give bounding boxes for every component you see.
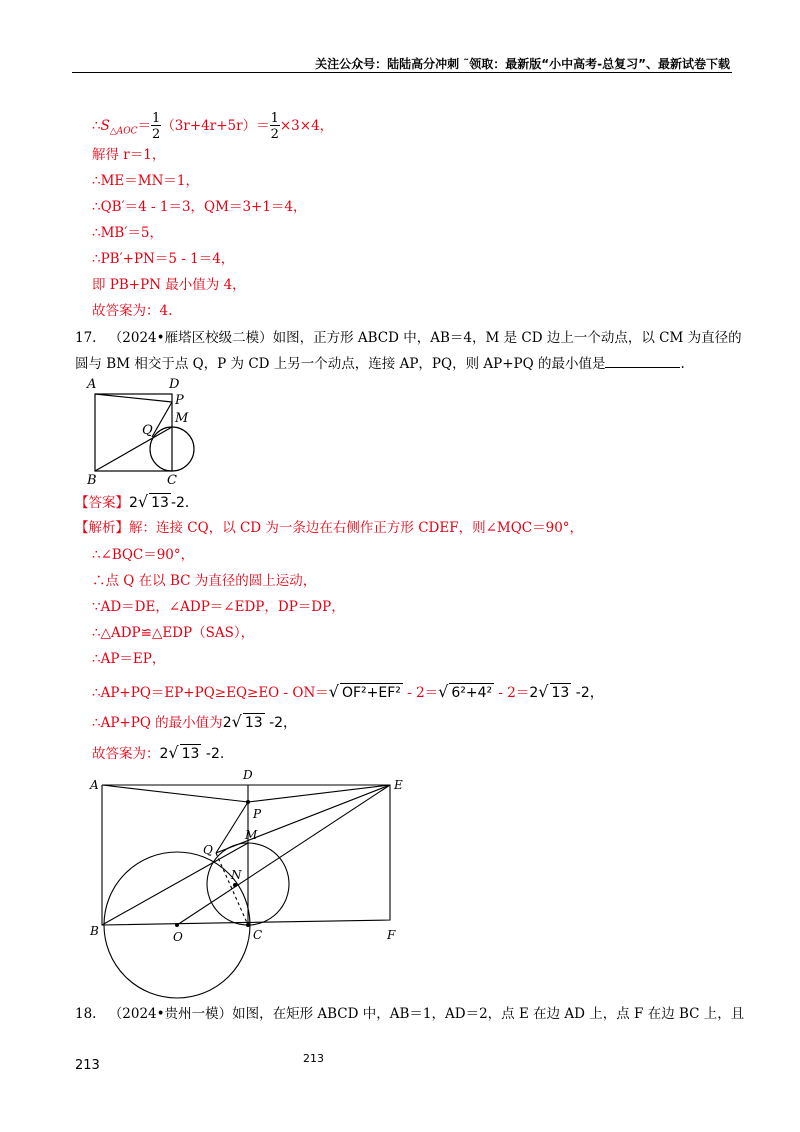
label-n: N: [231, 868, 242, 882]
question-17-text-1: （2024•雁塔区校级二模）如图，正方形 ABCD 中，AB＝4，M 是 CD 边上一个动点，以 CM 为直径的: [108, 330, 742, 346]
analysis-line-4: ∵AD＝DE，∠ADP＝∠EDP，DP＝DP，: [92, 599, 345, 615]
analysis-line-8: [92, 713, 297, 732]
therefore-symbol: ∴: [92, 118, 101, 134]
label-b: B: [90, 924, 99, 938]
analysis-7-prefix: ∴AP+PQ＝EP+PQ≥EQ≥EO - ON＝: [92, 685, 329, 701]
analysis-9-coef: 2: [159, 746, 169, 762]
solution-line-6: ∴PB′+PN＝5 - 1＝4，: [92, 251, 235, 267]
analysis-7-mid: - 2＝: [402, 685, 439, 701]
solution-line-area: [92, 112, 333, 141]
segment-bm: [95, 427, 172, 471]
label-d: D: [169, 377, 180, 392]
question-17-period: .: [680, 356, 685, 372]
analysis-8-tail: -2，: [264, 715, 298, 731]
answer-coef: 2: [129, 495, 138, 511]
label-c: C: [167, 473, 177, 488]
question-18-text: （2024•贵州一模）如图，在矩形 ABCD 中，AB＝1，AD＝2，点 E 在边 AD 上，点 F 在边 BC 上，且: [108, 1006, 745, 1022]
square-abcd: [95, 394, 172, 471]
analysis-7-rad3: 13: [551, 685, 570, 701]
question-17-line-2: [75, 355, 685, 373]
label-f: F: [387, 928, 396, 942]
solution-line-7: 即 PB+PN 最小值为 4，: [92, 277, 246, 293]
analysis-7-rad2: 6²+4²: [451, 685, 493, 701]
figure-17-square: [85, 372, 215, 492]
solution-line-2: 解得 r＝1，: [92, 147, 166, 163]
answer-17: [75, 493, 189, 512]
frac-num-2: 1: [270, 111, 279, 126]
label-c: C: [253, 928, 263, 942]
point-o: [175, 923, 179, 927]
page-header: 关注公众号：陆陆高分冲刺 ˜领取：最新版“小中高考-总复习”、最新试卷下载: [315, 57, 730, 71]
label-e: E: [394, 778, 403, 792]
question-17-text-2: 圆与 BM 相交于点 Q，P 为 CD 上另一个动点，连接 AP，PQ，则 AP+PQ 的最小值是: [75, 356, 606, 372]
analysis-7-coef: 2: [529, 685, 539, 701]
answer-tail: -2: [170, 495, 185, 511]
point-p: [246, 800, 250, 804]
frac-den-2: 2: [270, 127, 279, 142]
analysis-line-2: ∴∠BQC＝90°，: [92, 547, 195, 563]
question-17-line-1: [75, 329, 742, 347]
page-number-left: 213: [75, 1058, 100, 1073]
area-paren: （3r+4r+5r）: [161, 118, 257, 134]
analysis-line-5: ∴△ADP≌△EDP（SAS），: [92, 625, 255, 641]
area-tail: ×3×4，: [279, 118, 334, 134]
sqrt-sign-4: √: [231, 712, 242, 731]
label-a: A: [90, 778, 99, 792]
segment-ap: [95, 394, 172, 402]
page-number-center: 213: [303, 1052, 324, 1065]
analysis-tag: 【解析】: [75, 520, 129, 536]
sqrt-sign-answer: √: [137, 492, 149, 511]
label-q: Q: [142, 423, 153, 438]
label-p: P: [253, 807, 262, 821]
area-symbol: S: [100, 118, 110, 134]
analysis-7-tail: -2，: [571, 685, 604, 701]
analysis-7-rad1: OF²+EF²: [341, 685, 401, 701]
solution-line-3: ∴ME＝MN＝1，: [92, 173, 199, 189]
answer-blank: [605, 367, 680, 368]
label-b: B: [87, 473, 97, 488]
fraction-half-1: [151, 112, 161, 141]
analysis-9-rad: 13: [181, 746, 200, 762]
analysis-line-6: ∴AP＝EP，: [92, 651, 166, 667]
segment-pq: [152, 402, 172, 437]
sqrt-sign-3: √: [538, 682, 549, 701]
answer-tag: 【答案】: [75, 495, 129, 511]
analysis-line-7: [92, 683, 604, 702]
frac-den-1: 2: [152, 127, 161, 142]
segment-bm: [102, 843, 248, 925]
label-q: Q: [203, 843, 213, 857]
answer-period: .: [184, 495, 190, 511]
answer-radicand: 13: [151, 495, 169, 511]
question-18-number: 18.: [75, 1006, 97, 1022]
point-c: [246, 923, 250, 927]
question-18: [75, 1005, 744, 1023]
label-p: P: [175, 393, 184, 408]
sqrt-sign-5: √: [168, 743, 179, 762]
sqrt-sign-1: √: [328, 682, 339, 701]
area-subscript: △AOC: [109, 126, 138, 137]
segment-ap: [102, 785, 248, 802]
analysis-line-3: ∴点 Q 在以 BC 为直径的圆上运动，: [92, 573, 317, 589]
analysis-line-1: [75, 519, 583, 537]
analysis-8-prefix: ∴AP+PQ 的最小值为: [92, 715, 223, 731]
solution-line-5: ∴MB′＝5，: [92, 225, 163, 241]
analysis-text-1: 解：连接 CQ，以 CD 为一条边在右侧作正方形 CDEF，则∠MQC＝90°，: [129, 520, 584, 536]
label-o: O: [173, 930, 183, 944]
analysis-9-prefix: 故答案为：: [92, 746, 160, 762]
sqrt-sign-2: √: [438, 682, 449, 701]
header-rule: [72, 72, 732, 73]
analysis-line-9: [92, 744, 224, 763]
analysis-7-mid2: - 2＝: [494, 685, 530, 701]
label-m: M: [245, 828, 258, 842]
point-n: [233, 883, 237, 887]
equals-2: ＝: [256, 118, 270, 134]
solution-line-4: ∴QB′＝4 - 1＝3，QM＝3+1＝4，: [92, 199, 307, 215]
analysis-8-rad: 13: [244, 715, 263, 731]
label-d: D: [243, 768, 253, 782]
equals-1: ＝: [137, 118, 152, 134]
label-a: A: [87, 377, 97, 392]
fraction-half-2: [270, 112, 280, 141]
analysis-9-tail: -2.: [201, 746, 225, 762]
analysis-8-coef: 2: [222, 715, 232, 731]
frac-num-1: 1: [152, 111, 161, 126]
solution-line-8: 故答案为：4.: [92, 303, 173, 319]
label-m: M: [175, 411, 189, 426]
question-17-number: 17.: [75, 330, 97, 346]
figure-17-solution: [85, 765, 415, 1020]
